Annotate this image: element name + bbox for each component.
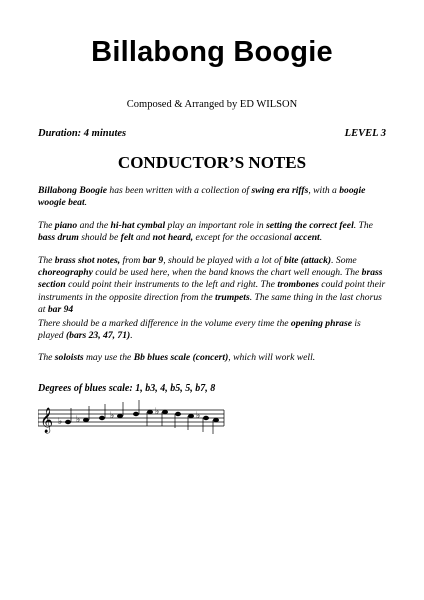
note-head — [147, 410, 153, 414]
flat-sign: ♭ — [110, 411, 115, 421]
flat-sign: ♭ — [196, 411, 201, 421]
treble-clef-icon: 𝄞 — [40, 408, 54, 433]
paragraph-brass: The brass shot notes, from bar 9, should be played with a lot of bite (attack). Some choreography could be used here, when the band knows the chart well enough. The brass section could point their instruments to the left and right. The trombones could point their instruments in the opposite direction from the trumpets. The same thing in the last chorus at bar 94 — [38, 255, 386, 315]
note-head — [99, 416, 105, 420]
flat-sign: ♭ — [155, 407, 160, 417]
level-text: LEVEL 3 — [344, 128, 386, 139]
note-head — [213, 418, 219, 422]
note-head — [188, 414, 194, 418]
flat-sign: ♭ — [76, 415, 81, 425]
note-head — [117, 414, 123, 418]
note-head — [65, 420, 71, 424]
note-head — [203, 416, 209, 420]
flat-sign: ♭ — [58, 417, 63, 427]
paragraph-soloists: The soloists may use the Bb blues scale (concert), which will work well. — [38, 352, 316, 363]
composer-credit: Composed & Arranged by ED WILSON — [126, 99, 298, 110]
notes-heading: CONDUCTOR’S NOTES — [117, 153, 307, 172]
note-head — [175, 412, 181, 416]
paragraph-volume: There should be a marked difference in the volume every time the opening phrase is played (bars 23, 47, 71). — [38, 318, 361, 342]
note-head — [133, 412, 139, 416]
note-head — [83, 418, 89, 422]
paragraph-intro: Billabong Boogie has been written with a collection of swing era riffs, with a boogie woogie beat. — [38, 185, 366, 209]
paragraph-rhythm: The piano and the hi-hat cymbal play an important role in setting the correct feel. The bass drum should be felt and not heard, except for the occasional accent. — [38, 220, 373, 244]
note-head — [162, 410, 168, 414]
scale-notes — [58, 400, 219, 434]
blues-scale-staff — [38, 398, 228, 438]
meta-row — [38, 128, 386, 139]
page-title: Billabong Boogie — [91, 36, 333, 68]
duration-text: Duration: 4 minutes — [38, 128, 127, 139]
blues-scale-label: Degrees of blues scale: 1, b3, 4, b5, 5, b7, 8 — [38, 383, 216, 394]
